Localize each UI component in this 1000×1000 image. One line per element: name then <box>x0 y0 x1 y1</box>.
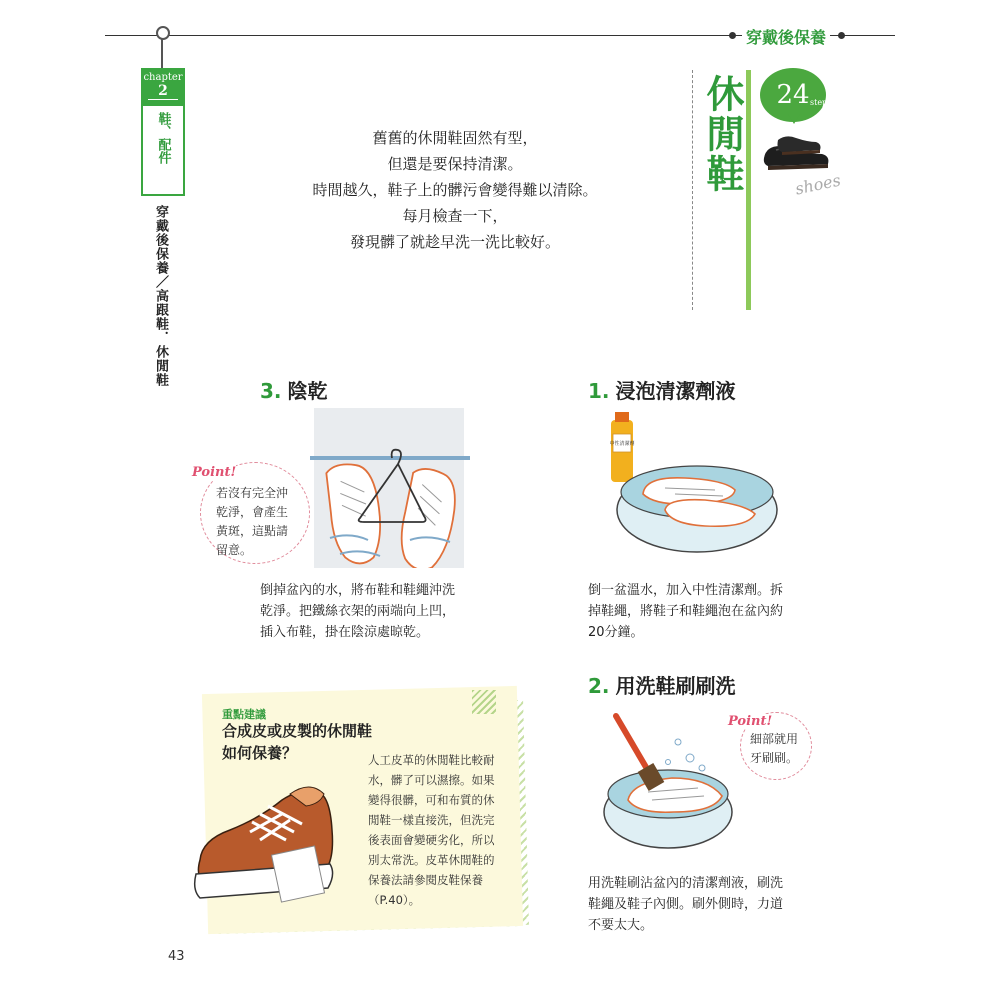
header-dot-left <box>729 32 736 39</box>
step-3-label: 陰乾 <box>287 379 328 403</box>
chapter-name-box <box>143 106 183 194</box>
step-2-point-text <box>750 730 798 768</box>
point-line: 若沒有完全沖 <box>216 486 289 500</box>
point-line: 細部就用 <box>750 732 799 746</box>
chapter-name: 鞋、配件 <box>155 112 171 164</box>
step-2-point-label: Point! <box>728 714 773 729</box>
tip-line: 後表面會變硬劣化，所以 <box>368 833 495 847</box>
body-line: 乾淨。把鐵絲衣架的兩端向上凹， <box>260 604 456 619</box>
tip-line: 閒鞋一樣直接洗，但洗完 <box>368 813 495 827</box>
title-divider <box>692 70 693 310</box>
loafer-illustration <box>760 128 832 178</box>
step-1-title <box>588 375 736 404</box>
step-1-label: 浸泡清潔劑液 <box>615 379 736 403</box>
intro-text <box>255 125 655 255</box>
body-line: 用洗鞋刷沾盆內的清潔劑液，刷洗 <box>588 876 784 891</box>
tip-label: 重點建議 <box>222 708 266 721</box>
point-line: 黃斑，這點請 <box>216 524 289 538</box>
step-1-body <box>588 580 783 643</box>
page-number: 43 <box>168 949 185 964</box>
drying-illustration <box>310 408 475 568</box>
tip-body <box>368 750 508 910</box>
intro-line: 每月檢查一下， <box>402 207 508 225</box>
step-3-point-label: Point! <box>192 465 237 480</box>
tip-question-line: 如何保養？ <box>222 744 298 762</box>
point-line: 留意。 <box>216 543 253 557</box>
header-dot-right <box>838 32 845 39</box>
tip-line: 水，髒了可以濕擦。如果 <box>368 773 495 787</box>
body-line: 鞋繩及鞋子內側。刷外側時，力道 <box>588 897 784 912</box>
brushing-illustration <box>598 712 748 862</box>
tip-line: 保養法請參閱皮鞋保養 <box>368 873 483 887</box>
tip-line: （P.40）。 <box>368 893 421 907</box>
step-2-number: 2. <box>588 674 610 698</box>
english-word: shoes <box>793 170 843 199</box>
side-title: 穿戴後保養／高跟鞋．休閒鞋 <box>153 205 168 387</box>
section-title: 穿戴後保養 <box>742 25 830 48</box>
point-line: 乾淨，會產生 <box>216 505 289 519</box>
step-3-point-text <box>216 484 288 560</box>
item-number: 24 <box>776 80 810 110</box>
chapter-number: 2 <box>148 83 178 100</box>
tip-question <box>222 720 372 764</box>
note-corner-pattern <box>472 690 496 714</box>
step-3-title <box>260 375 328 404</box>
intro-line: 時間越久，鞋子上的髒污會變得難以清除。 <box>312 181 598 199</box>
step-2-label: 用洗鞋刷刷洗 <box>615 674 736 698</box>
tip-line: 別太常洗。皮革休閒鞋的 <box>368 853 495 867</box>
body-line: 不要太大。 <box>588 918 654 933</box>
item-number-suffix: step <box>810 98 828 107</box>
intro-line: 發現髒了就趁早洗一洗比較好。 <box>349 233 560 251</box>
bottle-label: 中性清潔劑 <box>609 441 635 447</box>
tip-question-line: 合成皮或皮製的休閒鞋 <box>222 722 373 740</box>
body-line: 倒掉盆內的水，將布鞋和鞋繩沖洗 <box>260 583 456 598</box>
point-line: 牙刷刷。 <box>750 751 799 765</box>
step-2-title <box>588 670 736 699</box>
sneaker-illustration <box>190 770 360 920</box>
chapter-label: chapter <box>143 72 183 83</box>
soaking-illustration <box>605 410 790 560</box>
body-line: 掉鞋繩，將鞋子和鞋繩泡在盆內約 <box>588 604 784 619</box>
chapter-tab <box>141 68 185 196</box>
tip-line: 變得很髒，可和布質的休 <box>368 793 495 807</box>
body-line: 插入布鞋，掛在陰涼處晾乾。 <box>260 625 430 640</box>
body-line: 倒一盆溫水，加入中性清潔劑。拆 <box>588 583 784 598</box>
step-3-body <box>260 580 455 643</box>
step-2-body <box>588 873 783 936</box>
step-3-number: 3. <box>260 379 282 403</box>
intro-line: 但還是要保持清潔。 <box>387 155 523 173</box>
body-line: 20分鐘。 <box>588 625 644 640</box>
bubble-tail <box>788 114 800 124</box>
intro-line: 舊舊的休閒鞋固然有型， <box>372 129 538 147</box>
chapter-hanger-ring <box>156 26 170 40</box>
step-1-number: 1. <box>588 379 610 403</box>
item-title: 休閒鞋 <box>700 74 744 194</box>
item-title-bar <box>746 70 751 310</box>
tip-line: 人工皮革的休閒鞋比較耐 <box>368 753 495 767</box>
